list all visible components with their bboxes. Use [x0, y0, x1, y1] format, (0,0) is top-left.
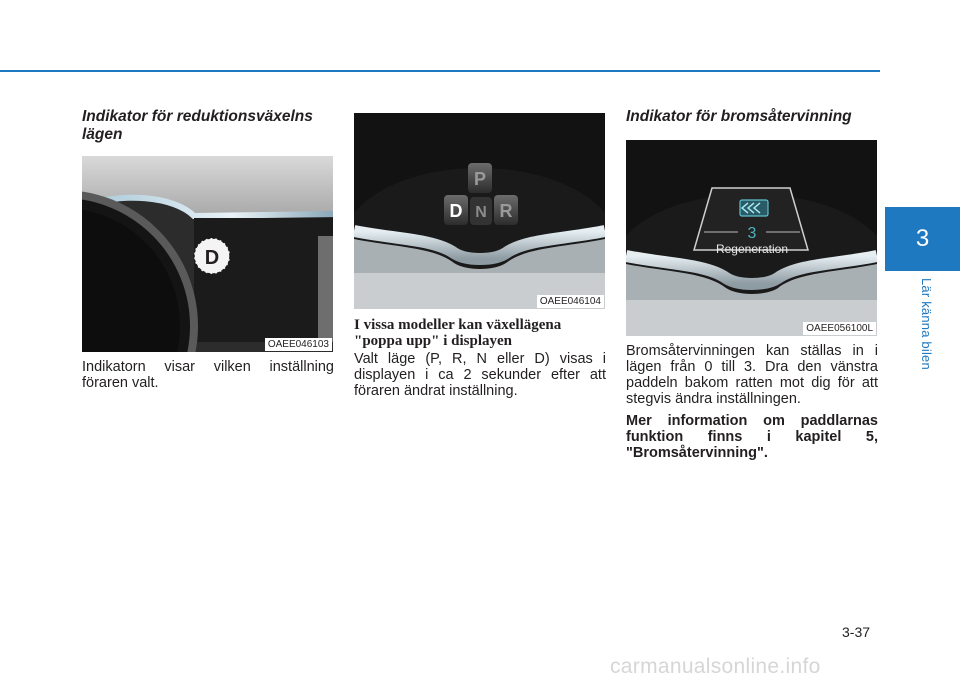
figure-code: OAEE056100L [803, 322, 876, 335]
regeneration-illustration [626, 140, 877, 336]
figure-gear-popup [354, 113, 605, 309]
regen-display-text: Regeneration [715, 242, 789, 256]
gear-letter: D [204, 247, 220, 269]
section-body: Indikatorn visar vilken inställning föraren valt. [82, 359, 334, 391]
chapter-number: 3 [915, 225, 930, 252]
section-popup-indicator [354, 113, 606, 399]
gear-popup-illustration [354, 113, 605, 309]
section-reduction-indicator [82, 108, 334, 391]
figure-code: OAEE046104 [537, 295, 604, 308]
section-note: Mer information om paddlarnas funktion finns i kapitel 5, "Bromsåtervinning". [626, 413, 878, 461]
figure-gear-indicator [82, 156, 333, 352]
top-rule [0, 70, 880, 72]
gear-d-label: D [449, 201, 463, 221]
section-subheading: I vissa modeller kan växellägena "poppa upp" i displayen [354, 317, 562, 349]
chapter-title: Lär känna bilen [919, 278, 934, 370]
figure-code: OAEE046103 [265, 338, 332, 351]
watermark: carmanualsonline.info [610, 655, 821, 678]
section-regen-indicator [626, 108, 878, 461]
gear-n-label: N [475, 204, 487, 221]
page-number: 3-37 [842, 624, 871, 640]
gear-indicator-illustration [82, 156, 333, 352]
gear-p-label: P [473, 169, 487, 189]
section-heading: Indikator för bromsåtervinning [626, 108, 852, 125]
regen-level: 3 [747, 225, 757, 242]
section-body: Bromsåtervinningen kan ställas in i lägen från 0 till 3. Dra den vänstra paddeln bakom ratten mot dig för att stegvis ändra inställningen. [626, 343, 878, 407]
section-body: Valt läge (P, R, N eller D) visas i displayen i ca 2 sekunder efter att föraren ändrat inställning. [354, 351, 606, 399]
chapter-tab [885, 207, 960, 271]
gear-r-label: R [499, 201, 513, 221]
figure-regeneration [626, 140, 877, 336]
section-heading: Indikator för reduktionsväxelns lägen [82, 108, 313, 143]
